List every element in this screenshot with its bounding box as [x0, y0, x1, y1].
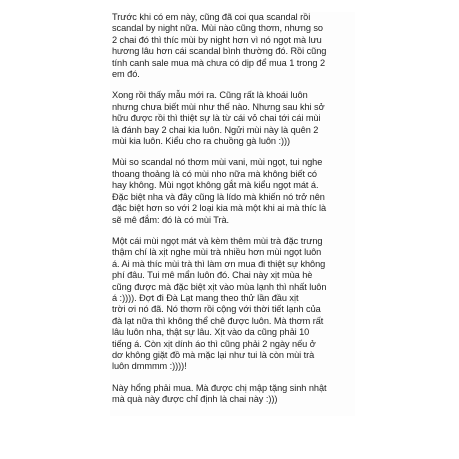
- text-line: đặc biệt hơn so với 2 loại kia mà một khi ai mà thíc là: [112, 203, 327, 214]
- text-line: á. Ai mà thíc mùi trà thì làm ơn mua đi thiệt sự không: [112, 258, 326, 269]
- text-line: cũng được mà đặc biệt xịt vào mùa lạnh thì nhất luôn: [112, 281, 327, 292]
- text-line: Này hổng phải mua. Mà được chị mập tặng sinh nhật: [112, 382, 327, 393]
- text-line: hay không. Mùi ngọt không gắt mà kiểu ngọt mát á.: [112, 180, 319, 191]
- text-line: em đó.: [112, 69, 140, 80]
- text-line: nhưng chưa biết mùi như thế nào. Nhưng sau khi sở: [112, 101, 325, 112]
- text-line: tiếng á. Còn xịt dính áo thì cũng phải 2 ngày nếu ở: [112, 338, 316, 349]
- text-line: là đánh bay 2 chai kia luôn. Ngửi mùi này là quên 2: [112, 124, 319, 135]
- text-line: trời ơi nó đã. Nó thơm rồi cộng với thời tiết lạnh của: [112, 304, 321, 315]
- paragraph-1: [112, 12, 353, 80]
- text-line: mùi kia luôn. Kiểu cho ra chuồng gà luôn :))): [112, 136, 291, 147]
- text-line: lâu luôn nha, thật sự lâu. Xịt vào da cũng phải 10: [112, 327, 310, 338]
- text-line: đà lạt nữa thì không thể chê được luôn. Mà thơm rất: [112, 315, 324, 326]
- text-line: hữu được rồi thì thiệt sự là từ cái vỏ chai tới cái mùi: [112, 113, 321, 124]
- paragraph-3: [112, 157, 353, 225]
- text-line: Trước khi có em này, cũng đã coi qua scandal rồi: [112, 12, 311, 22]
- paragraph-5: [112, 383, 353, 406]
- text-line: mà quà này được chỉ định là chai này :))): [112, 394, 278, 405]
- text-line: scandal by night nữa. Mùi nào cũng thơm, nhưng so: [112, 23, 323, 34]
- text-line: Mùi so scandal nó thơm mùi vani, mùi ngọt, tui nghe: [112, 157, 323, 168]
- text-line: Xong rồi thấy mẫu mới ra. Cũng rất là khoái luôn: [112, 90, 308, 101]
- text-line: á :)))). Đợt đi Đà Lạt mang theo thử lần đầu xịt: [112, 292, 299, 303]
- note-text-block: [110, 12, 355, 416]
- text-line: Một cái mùi ngọt mát và kèm thêm mùi trà đặc trưng: [112, 235, 323, 246]
- text-line: phí đâu. Tui mê mẩn luôn đó. Chai này xịt mùa hè: [112, 270, 313, 281]
- text-line: thoang thoảng là có mùi nho nữa mà không biết có: [112, 168, 317, 179]
- text-line: tính canh sale mua mà chưa có dịp để mua 1 trong 2: [112, 57, 326, 68]
- text-line: dơ không giặt đồ mà mặc lại như tui là còn mùi trà: [112, 349, 315, 360]
- paragraph-4: [112, 236, 353, 373]
- text-line: Đặc biệt nha và đây cũng là lído mà khiến nó trở nên: [112, 191, 325, 202]
- text-line: 2 chai đó thì thíc mùi by night hơn vì nó ngọt mà lưu: [112, 34, 322, 45]
- text-line: sẽ mê đắm: đó là có mùi Trà.: [112, 214, 230, 225]
- paragraph-2: [112, 90, 353, 147]
- text-line: luôn dmmmm :))))!: [112, 361, 187, 372]
- text-line: hương lâu hơn cái scandal bình thường đó. Rồi cũng: [112, 46, 327, 57]
- text-line: thậm chí là xịt nghe mùi trà nhiều hơn mùi ngọt luôn: [112, 247, 322, 258]
